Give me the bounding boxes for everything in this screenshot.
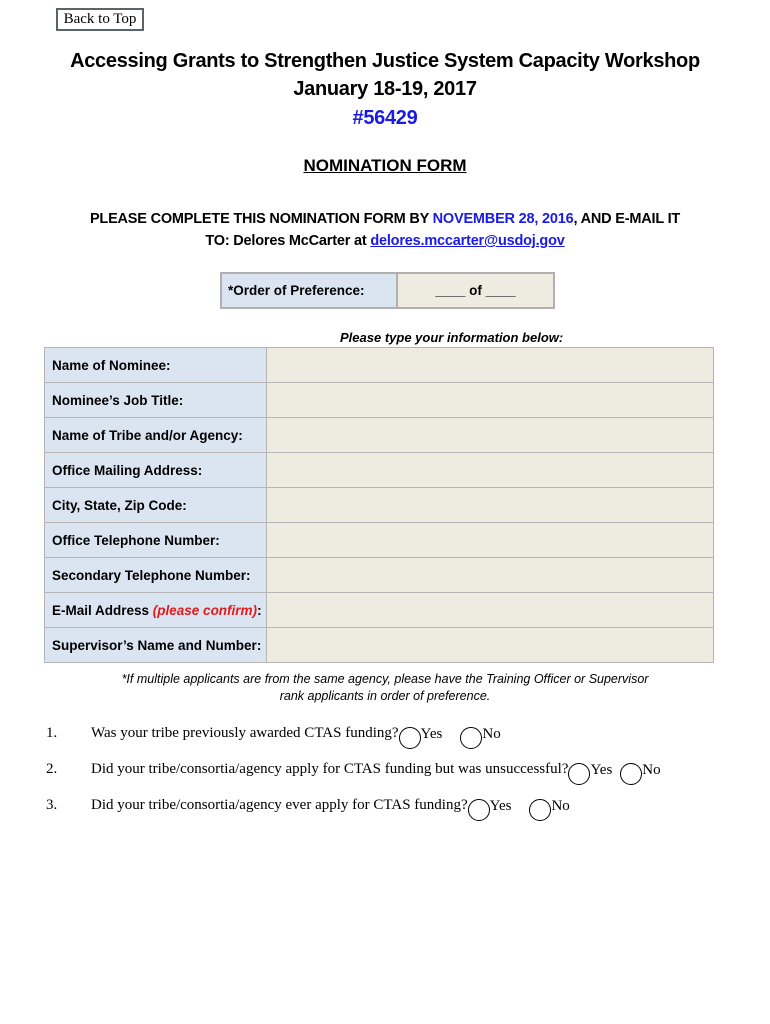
field-label: [45, 593, 267, 628]
nominee-name-input[interactable]: [267, 348, 714, 383]
deadline: NOVEMBER 28, 2016: [432, 211, 574, 227]
page-title: Accessing Grants to Strengthen Justice System Capacity Workshop: [70, 50, 700, 72]
instructions-line1: [0, 211, 770, 227]
order-label: *Order of Preference:: [222, 274, 398, 307]
table-row: [45, 453, 714, 488]
table-row: [45, 348, 714, 383]
question-number: 3.: [46, 796, 58, 813]
no-radio[interactable]: [460, 727, 482, 749]
instr-to: TO: Delores McCarter at: [205, 233, 371, 249]
text-input[interactable]: [267, 418, 713, 452]
table-row: [45, 488, 714, 523]
table-row: [45, 628, 714, 663]
text-input[interactable]: [267, 628, 713, 662]
yes-label: Yes: [590, 762, 613, 778]
city-state-zip-input[interactable]: [267, 488, 714, 523]
secondary-phone-input[interactable]: [267, 558, 714, 593]
table-row: [45, 558, 714, 593]
question-text: Did your tribe/consortia/agency apply for CTAS funding but was unsuccessful?: [91, 760, 569, 777]
table-row: [45, 593, 714, 628]
yes-radio[interactable]: [568, 763, 590, 785]
colon: :: [257, 602, 262, 618]
text-input[interactable]: [267, 348, 713, 382]
text-input[interactable]: [267, 488, 713, 522]
no-label: No: [642, 762, 661, 778]
question-3: [46, 793, 570, 817]
field-label: Supervisor’s Name and Number:: [45, 628, 267, 663]
text-input[interactable]: [267, 558, 713, 592]
question-1: [46, 721, 501, 745]
workshop-number: #56429: [352, 107, 418, 129]
field-label: Office Mailing Address:: [45, 453, 267, 488]
order-of-preference: [220, 272, 555, 309]
email-link[interactable]: delores.mccarter@usdoj.gov: [370, 233, 565, 249]
tribe-agency-input[interactable]: [267, 418, 714, 453]
type-hint: Please type your information below:: [340, 330, 564, 345]
footnote-line2: rank applicants in order of preference.: [279, 689, 491, 703]
email-input[interactable]: [267, 593, 714, 628]
instr-text: PLEASE COMPLETE THIS NOMINATION FORM BY: [89, 211, 433, 227]
table-row: [45, 523, 714, 558]
instr-text2: , AND E-MAIL IT: [573, 211, 681, 227]
text-input[interactable]: [267, 453, 713, 487]
yes-label: Yes: [420, 726, 443, 742]
nominee-info-table: [44, 347, 714, 663]
no-label: No: [551, 798, 570, 814]
mailing-address-input[interactable]: [267, 453, 714, 488]
yes-label: Yes: [489, 798, 512, 814]
field-label: Nominee’s Job Title:: [45, 383, 267, 418]
instructions-line2: [0, 233, 770, 249]
yes-radio[interactable]: [399, 727, 421, 749]
footnote-line1: *If multiple applicants are from the same agency, please have the Training Officer or Supervisor: [121, 672, 649, 686]
workshop-dates: January 18-19, 2017: [293, 78, 477, 100]
confirm-note: (please confirm): [152, 602, 258, 618]
supervisor-input[interactable]: [267, 628, 714, 663]
no-label: No: [482, 726, 501, 742]
no-radio[interactable]: [620, 763, 642, 785]
email-label: E-Mail Address: [52, 602, 153, 618]
question-2: [46, 757, 661, 781]
question-text: Did your tribe/consortia/agency ever apply for CTAS funding?: [91, 796, 468, 813]
field-label: City, State, Zip Code:: [45, 488, 267, 523]
back-to-top-button[interactable]: Back to Top: [56, 8, 144, 31]
field-label: Name of Tribe and/or Agency:: [45, 418, 267, 453]
question-number: 2.: [46, 760, 58, 777]
table-row: [45, 418, 714, 453]
question-number: 1.: [46, 724, 58, 741]
footnote: [0, 671, 770, 705]
order-value-field[interactable]: ____ of ____: [398, 274, 553, 307]
field-label: Office Telephone Number:: [45, 523, 267, 558]
field-label: Name of Nominee:: [45, 348, 267, 383]
text-input[interactable]: [267, 523, 713, 557]
office-phone-input[interactable]: [267, 523, 714, 558]
yes-radio[interactable]: [468, 799, 490, 821]
no-radio[interactable]: [529, 799, 551, 821]
form-title: NOMINATION FORM: [303, 156, 467, 175]
question-text: Was your tribe previously awarded CTAS funding?: [91, 724, 399, 741]
table-row: [45, 383, 714, 418]
text-input[interactable]: [267, 383, 713, 417]
field-label: Secondary Telephone Number:: [45, 558, 267, 593]
text-input[interactable]: [267, 593, 713, 627]
job-title-input[interactable]: [267, 383, 714, 418]
